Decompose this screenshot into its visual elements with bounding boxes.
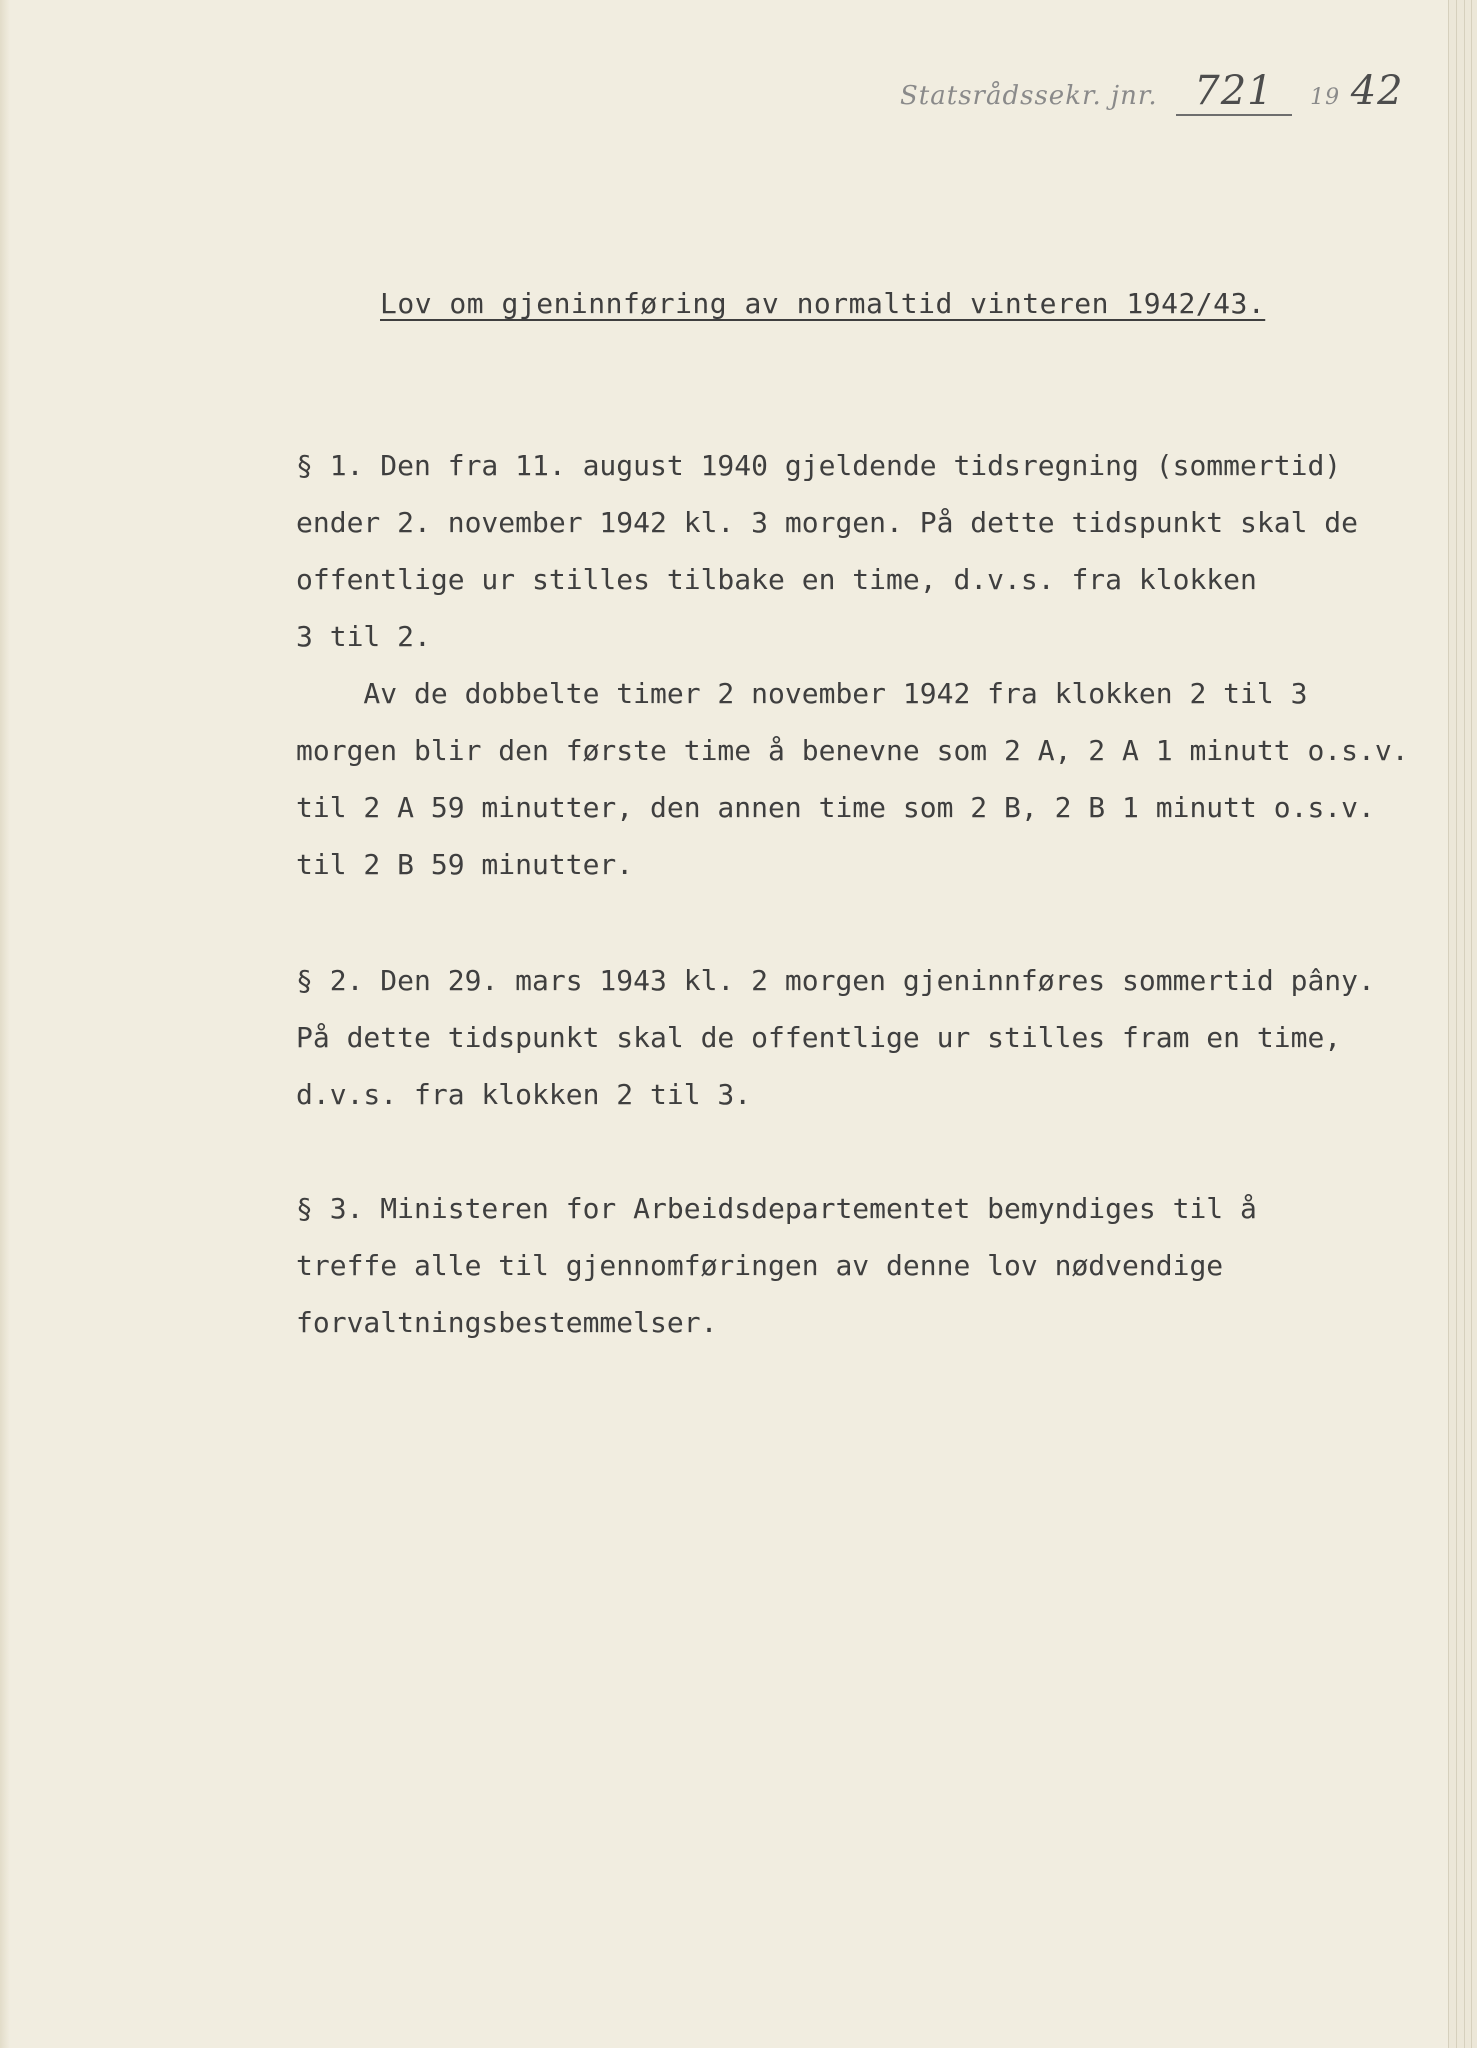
text-line: forvaltningsbestemmelser.	[296, 1306, 718, 1339]
text-line: d.v.s. fra klokken 2 til 3.	[296, 1078, 752, 1111]
journal-number-annotation	[900, 68, 1404, 116]
text-line: § 1. Den fra 11. august 1940 gjeldende tidsregning (sommertid)	[296, 449, 1342, 482]
text-line: ender 2. november 1942 kl. 3 morgen. På dette tidspunkt skal de	[296, 506, 1359, 539]
journal-number: 721	[1176, 68, 1291, 116]
text-line: § 2. Den 29. mars 1943 kl. 2 morgen gjeninnføres sommertid pâny.	[296, 964, 1375, 997]
text-line: Av de dobbelte timer 2 november 1942 fra klokken 2 til 3	[296, 677, 1308, 710]
text-line: 3 til 2.	[296, 620, 431, 653]
sheet-edge	[1448, 0, 1477, 2048]
section-1	[296, 437, 1441, 893]
text-line: På dette tidspunkt skal de offentlige ur stilles fram en time,	[296, 1021, 1342, 1054]
text-line: offentlige ur stilles tilbake en time, d.v.s. fra klokken	[296, 563, 1257, 596]
text-line: morgen blir den første time å benevne som 2 A, 2 A 1 minutt o.s.v.	[296, 734, 1409, 767]
section-2	[296, 952, 1441, 1123]
section-3	[296, 1180, 1441, 1351]
sheet-edge	[1471, 0, 1472, 2048]
sheet-edge	[1456, 0, 1457, 2048]
text-line: treffe alle til gjennomføringen av denne lov nødvendige	[296, 1249, 1224, 1282]
sheet-edge	[1464, 0, 1465, 2048]
text-line: til 2 B 59 minutter.	[296, 848, 634, 881]
journal-year-prefix: 19	[1310, 85, 1341, 110]
page-shadow	[0, 0, 10, 2048]
text-line: § 3. Ministeren for Arbeidsdepartementet bemyndiges til å	[296, 1192, 1257, 1225]
journal-label: Statsrådssekr. jnr.	[900, 81, 1158, 111]
document-title: Lov om gjeninnføring av normaltid vinteren 1942/43.	[380, 287, 1266, 320]
journal-year: 42	[1350, 68, 1404, 114]
text-line: til 2 A 59 minutter, den annen time som 2 B, 2 B 1 minutt o.s.v.	[296, 791, 1375, 824]
